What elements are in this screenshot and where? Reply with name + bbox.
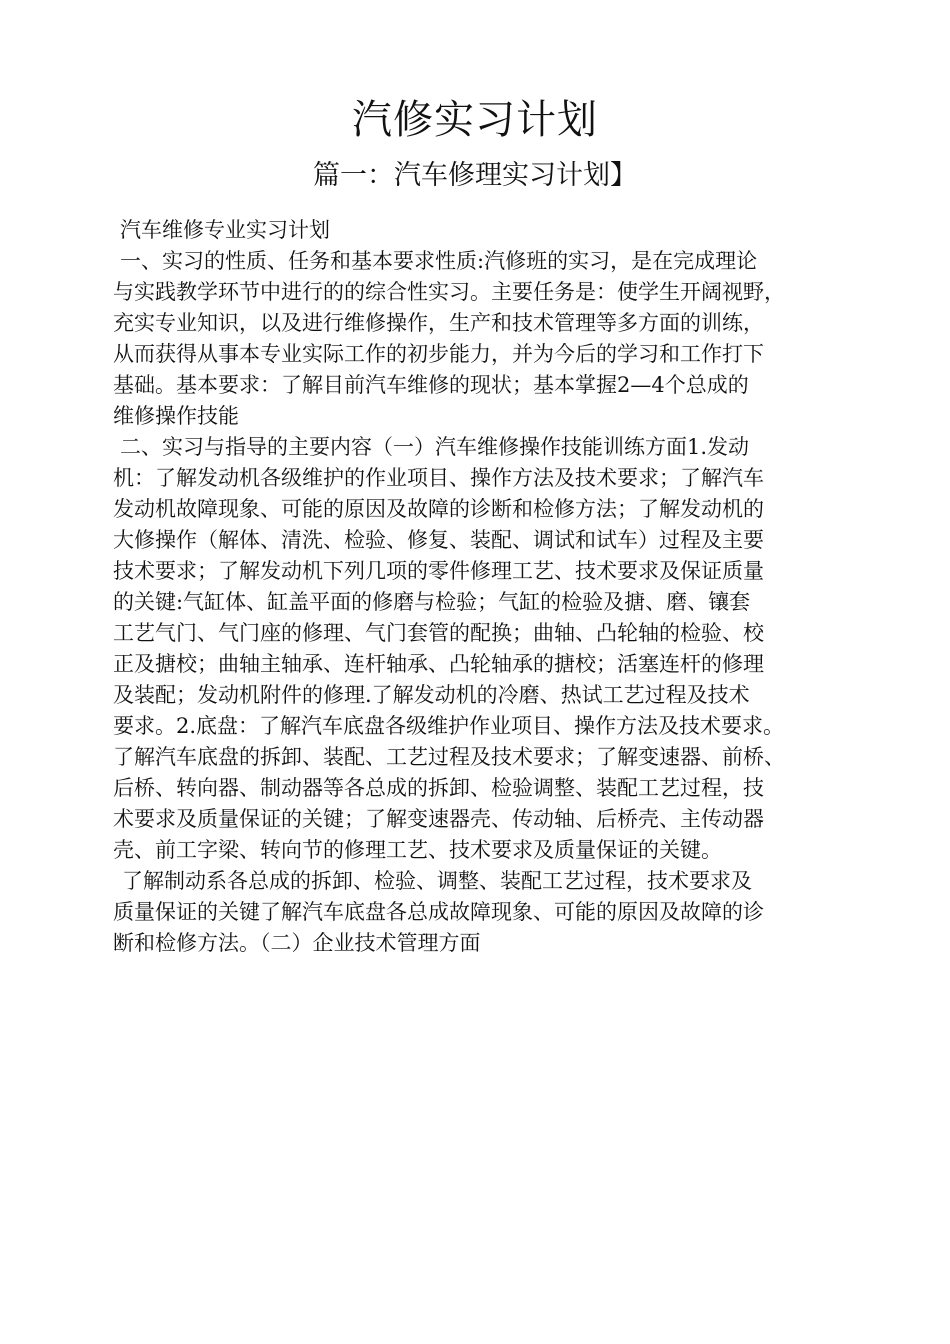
body-line: 与实践教学环节中进行的的综合性实习。主要任务是：使学生开阔视野，: [113, 280, 785, 304]
body-line: 汽车维修专业实习计划: [120, 218, 330, 242]
document-title: 汽修实习计划: [352, 97, 598, 143]
body-line: 机：了解发动机各级维护的作业项目、操作方法及技术要求；了解汽车: [113, 466, 764, 490]
body-line: 壳、前工字梁、转向节的修理工艺、技术要求及质量保证的关键。: [113, 838, 722, 862]
body-line: 正及搪校；曲轴主轴承、连杆轴承、凸轮轴承的搪校；活塞连杆的修理: [113, 652, 764, 676]
body-line: 一、实习的性质、任务和基本要求性质:汽修班的实习，是在完成理论: [120, 249, 758, 273]
body-line: 要求。2.底盘：了解汽车底盘各级维护作业项目、操作方法及技术要求。: [113, 714, 785, 738]
body-line: 断和检修方法。（二）企业技术管理方面: [113, 931, 481, 955]
body-line: 及装配；发动机附件的修理.了解发动机的冷磨、热试工艺过程及技术: [113, 683, 750, 707]
body-line: 工艺气门、气门座的修理、气门套管的配换；曲轴、凸轮轴的检验、校: [113, 621, 764, 645]
body-line: 二、实习与指导的主要内容（一）汽车维修操作技能训练方面1.发动: [120, 435, 750, 459]
body-line: 维修操作技能: [113, 404, 239, 428]
body-line: 的关键:气缸体、缸盖平面的修磨与检验；气缸的检验及搪、磨、镶套: [113, 590, 751, 614]
document-body: [113, 215, 848, 959]
body-line: 了解制动系各总成的拆卸、检验、调整、装配工艺过程，技术要求及: [122, 869, 752, 893]
body-line: 术要求及质量保证的关键；了解变速器壳、传动轴、后桥壳、主传动器: [113, 807, 764, 831]
body-line: 后桥、转向器、制动器等各总成的拆卸、检验调整、装配工艺过程，技: [113, 776, 764, 800]
body-line: 了解汽车底盘的拆卸、装配、工艺过程及技术要求；了解变速器、前桥、: [113, 745, 785, 769]
body-line: 从而获得从事本专业实际工作的初步能力，并为今后的学习和工作打下: [113, 342, 764, 366]
body-line: 充实专业知识，以及进行维修操作，生产和技术管理等多方面的训练，: [113, 311, 764, 335]
document-subtitle: 篇一：汽车修理实习计划】: [313, 160, 637, 191]
body-line: 技术要求；了解发动机下列几项的零件修理工艺、技术要求及保证质量: [113, 559, 764, 583]
body-line: 质量保证的关键了解汽车底盘各总成故障现象、可能的原因及故障的诊: [113, 900, 764, 924]
body-line: 发动机故障现象、可能的原因及故障的诊断和检修方法；了解发动机的: [113, 497, 764, 521]
body-line: 基础。基本要求：了解目前汽车维修的现状；基本掌握2—4个总成的: [113, 373, 749, 397]
body-line: 大修操作（解体、清洗、检验、修复、装配、调试和试车）过程及主要: [113, 528, 764, 552]
